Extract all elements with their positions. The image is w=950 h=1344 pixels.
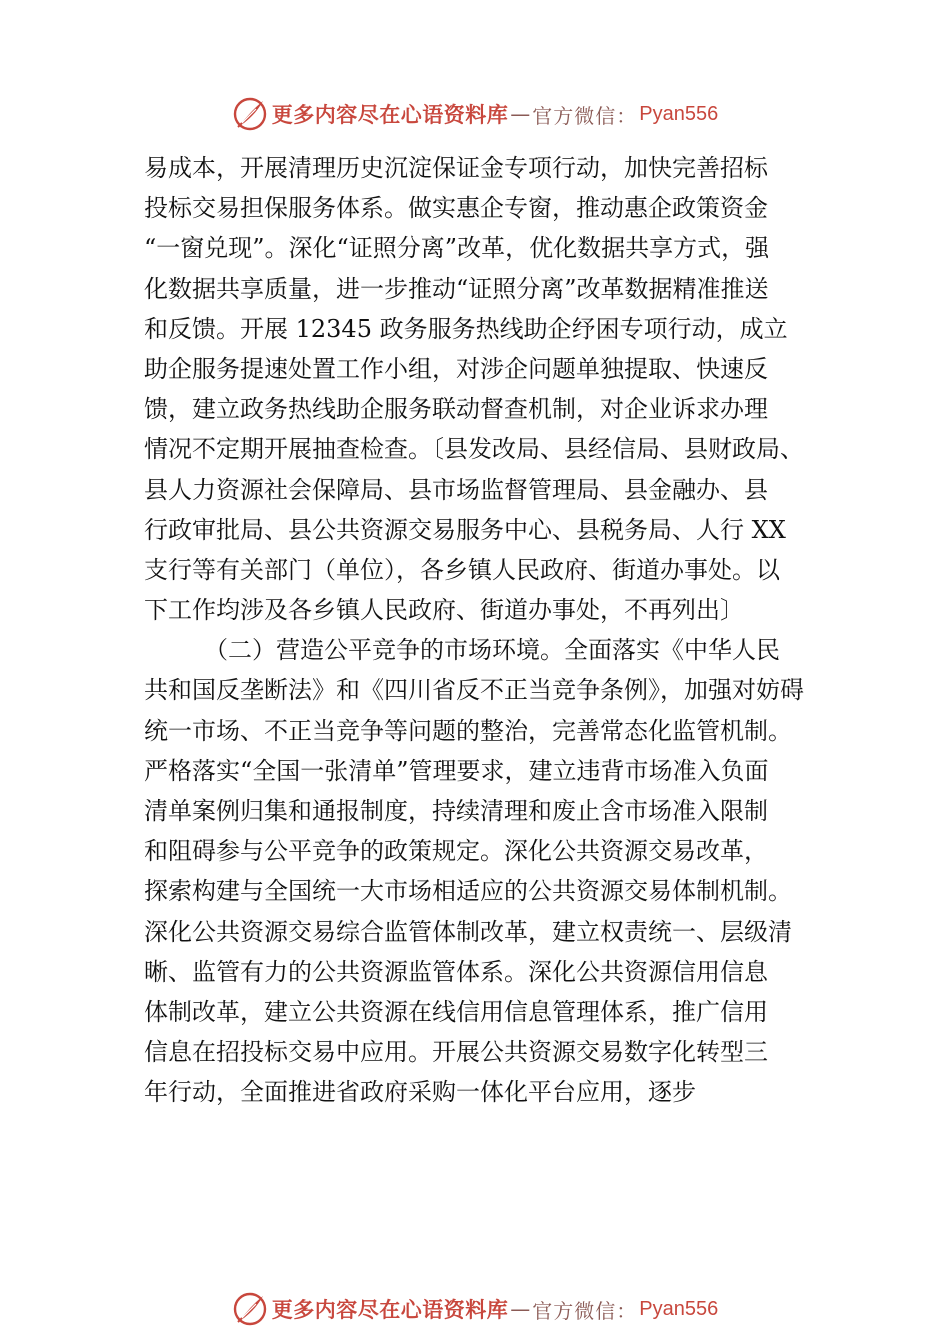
body-line: “一窗兑现”。深化“证照分离”改革，优化数据共享方式，强 — [144, 234, 770, 263]
quill-pen-logo-icon — [232, 1291, 268, 1327]
body-line: 探索构建与全国统一大市场相适应的公共资源交易体制机制。 — [144, 877, 792, 906]
body-line: 共和国反垄断法》和《四川省反不正当竞争条例》，加强对妨碍 — [144, 676, 804, 705]
body-line: 深化公共资源交易综合监管体制改革，建立权责统一、层级清 — [144, 917, 792, 946]
body-line: 下工作均涉及各乡镇人民政府、街道办事处，不再列出〕 — [144, 596, 744, 625]
body-line: 助企服务提速处置工作小组，对涉企问题单独提取、快速反 — [144, 354, 768, 383]
body-line: 化数据共享质量，进一步推动“证照分离”改革数据精准推送 — [144, 274, 769, 303]
watermark-wechat-id: Pyan556 — [639, 102, 719, 125]
body-line: 晰、监管有力的公共资源监管体系。深化公共资源信用信息 — [144, 957, 768, 986]
body-line: 清单案例归集和通报制度，持续清理和废止含市场准入限制 — [144, 797, 768, 825]
watermark-wechat-label: 官方微信： — [532, 1298, 638, 1323]
watermark-wechat-id: Pyan556 — [639, 1297, 719, 1320]
body-line: 情况不定期开展抽查检查。〔县发改局、县经信局、县财政局、 — [144, 435, 804, 464]
watermark-dash: — — [510, 102, 531, 126]
body-line: 行政审批局、县公共资源交易服务中心、县税务局、人行 XX — [144, 515, 786, 544]
body-line: 和阻碍参与公平竞争的政策规定。深化公共资源交易改革， — [144, 837, 768, 866]
body-line: 县人力资源社会保障局、县市场监督管理局、县金融办、县 — [144, 475, 768, 504]
body-line: 统一市场、不正当竞争等问题的整治，完善常态化监管机制。 — [144, 716, 792, 745]
body-line: 信息在招投标交易中应用。开展公共资源交易数字化转型三 — [144, 1038, 768, 1067]
footer-watermark — [0, 1287, 950, 1331]
watermark-main-text: 更多内容尽在心语资料库 — [271, 102, 509, 127]
section-heading-line: （二）营造公平竞争的市场环境。全面落实《中华人民 — [204, 636, 780, 665]
watermark-dash: — — [510, 1297, 531, 1321]
watermark-wechat-label: 官方微信： — [532, 103, 638, 128]
body-line: 年行动，全面推进省政府采购一体化平台应用，逐步 — [144, 1078, 696, 1107]
quill-pen-logo-icon — [232, 96, 268, 132]
body-line: 易成本，开展清理历史沉淀保证金专项行动，加快完善招标 — [144, 154, 768, 182]
body-line: 支行等有关部门（单位），各乡镇人民政府、街道办事处。以 — [144, 555, 780, 584]
body-line: 体制改革，建立公共资源在线信用信息管理体系，推广信用 — [144, 997, 768, 1026]
header-watermark — [0, 92, 950, 136]
body-line: 和反馈。开展 12345 政务服务热线助企纾困专项行动，成立 — [144, 314, 788, 343]
body-line: 严格落实“全国一张清单”管理要求，建立违背市场准入负面 — [144, 756, 769, 785]
watermark-main-text: 更多内容尽在心语资料库 — [271, 1297, 509, 1322]
document-body — [144, 148, 820, 1113]
body-line: 投标交易担保服务体系。做实惠企专窗，推动惠企政策资金 — [144, 194, 768, 223]
body-line: 馈，建立政务热线助企服务联动督查机制，对企业诉求办理 — [144, 395, 768, 424]
